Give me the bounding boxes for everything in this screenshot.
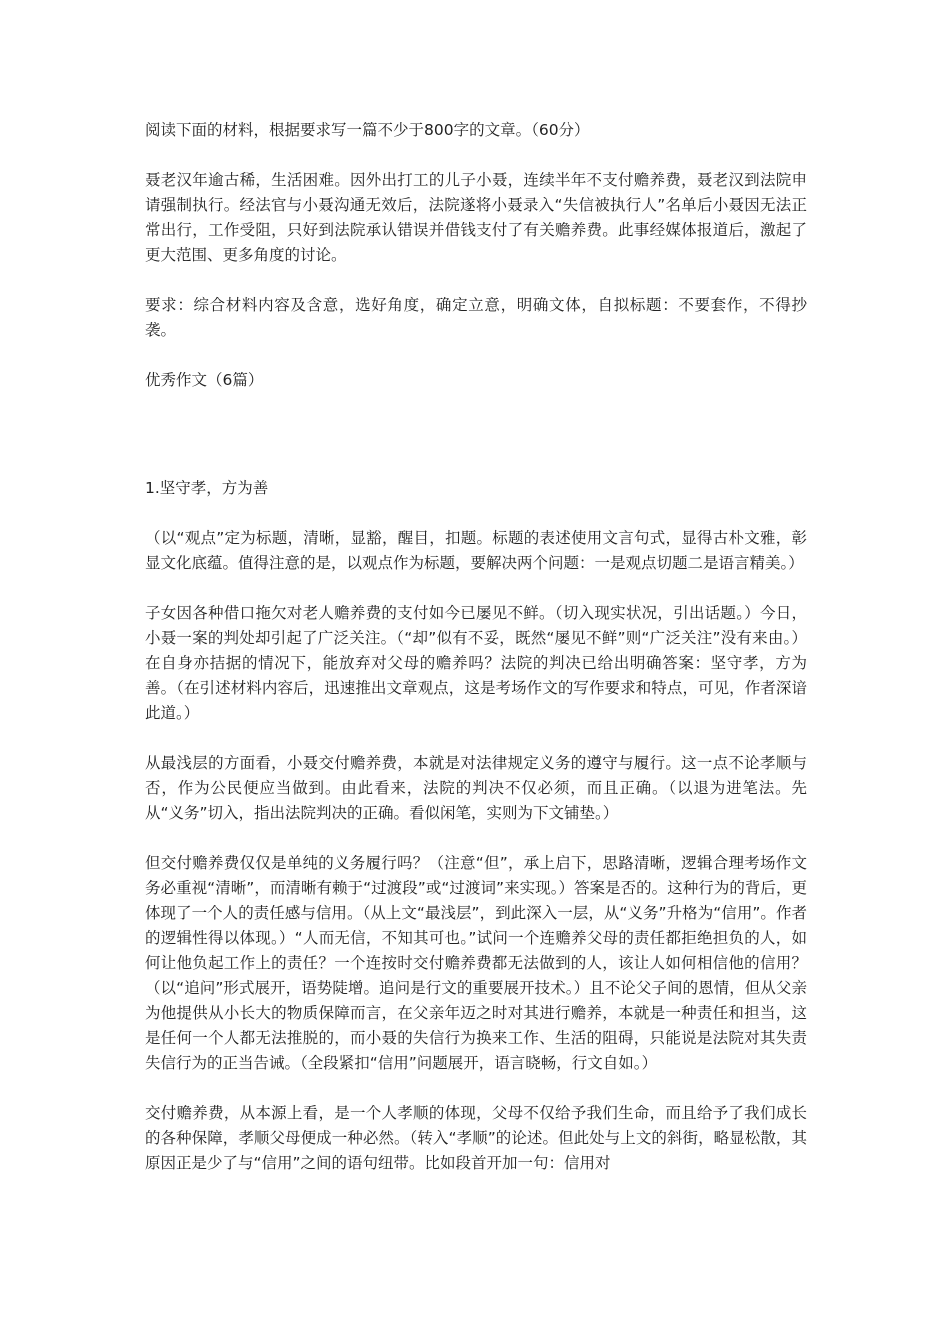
section-heading: 优秀作文（6篇） — [145, 371, 264, 389]
essay-paragraph-5: 交付赡养费，从本源上看，是一个人孝顺的体现，父母不仅给予我们生命，而且给予了我们成长的各种保障，孝顺父母便成一种必然。（转入“孝顺”的论述。但此处与上文的斜街，略显松散，其原因正是少了与“信用”之间的语句纽带。比如段首开加一句：信用对 — [145, 1104, 807, 1172]
essay-paragraph-1: （以“观点”定为标题，清晰，显豁，醒目，扣题。标题的表述使用文言句式，显得古朴文雅，彰显文化底蕴。值得注意的是，以观点作为标题，要解决两个问题：一是观点切题二是语言精美。） — [145, 529, 807, 572]
prompt-material: 聂老汉年逾古稀，生活困难。因外出打工的儿子小聂，连续半年不支付赡养费，聂老汉到法院申请强制执行。经法官与小聂沟通无效后，法院遂将小聂录入“失信被执行人”名单后小聂因无法正常出行，工作受阻，只好到法院承认错误并借钱支付了有关赡养费。此事经媒体报道后，激起了更大范围、更多角度的讨论。 — [145, 171, 807, 264]
essay-paragraph-2: 子女因各种借口拖欠对老人赡养费的支付如今已屡见不鲜。（切入现实状况，引出话题。）今日，小聂一案的判处却引起了广泛关注。（“却”似有不妥，既然“屡见不鲜”则“广泛关注”没有来由。）在自身亦拮据的情况下，能放弃对父母的赡养吗？法院的判决已给出明确答案：坚守孝，方为善。（在引述材料内容后，迅速推出文章观点，这是考场作文的写作要求和特点，可见，作者深谙此道。） — [145, 604, 807, 722]
prompt-requirement: 要求：综合材料内容及含意，选好角度，确定立意，明确文体，自拟标题：不要套作，不得抄袭。 — [145, 296, 807, 339]
essay-paragraph-4: 但交付赡养费仅仅是单纯的义务履行吗？（注意“但”，承上启下，思路清晰，逻辑合理考场作文务必重视“清晰”，而清晰有赖于“过渡段”或“过渡词”来实现。）答案是否的。这种行为的背后，更体现了一个人的责任感与信用。（从上文“最浅层”，到此深入一层，从“义务”升格为“信用”。作者的逻辑性得以体现。）“人而无信，不知其可也。”试问一个连赡养父母的责任都拒绝担负的人，如何让他负起工作上的责任？一个连按时交付赡养费都无法做到的人，该让人如何相信他的信用？（以“追问”形式展开，语势陡增。追问是行文的重要展开技术。）且不论父子间的恩情，但从父亲为他提供从小长大的物质保障而言，在父亲年迈之时对其进行赡养，本就是一种责任和担当，这是任何一个人都无法推脱的，而小聂的失信行为换来工作、生活的阻碍，只能说是法院对其失责失信行为的正当告诫。（全段紧扣“信用”问题展开，语言晓畅，行文自如。） — [145, 854, 807, 1072]
prompt-instruction: 阅读下面的材料，根据要求写一篇不少于800字的文章。（60分） — [145, 121, 590, 139]
document-page — [145, 118, 807, 1201]
blank-spacer — [145, 418, 807, 476]
essay-title: 1.坚守孝，方为善 — [145, 479, 269, 497]
essay-paragraph-3: 从最浅层的方面看，小聂交付赡养费，本就是对法律规定义务的遵守与履行。这一点不论孝顺与否，作为公民便应当做到。由此看来，法院的判决不仅必须，而且正确。（以退为进笔法。先从“义务”切入，指出法院判决的正确。看似闲笔，实则为下文铺垫。） — [145, 754, 807, 822]
